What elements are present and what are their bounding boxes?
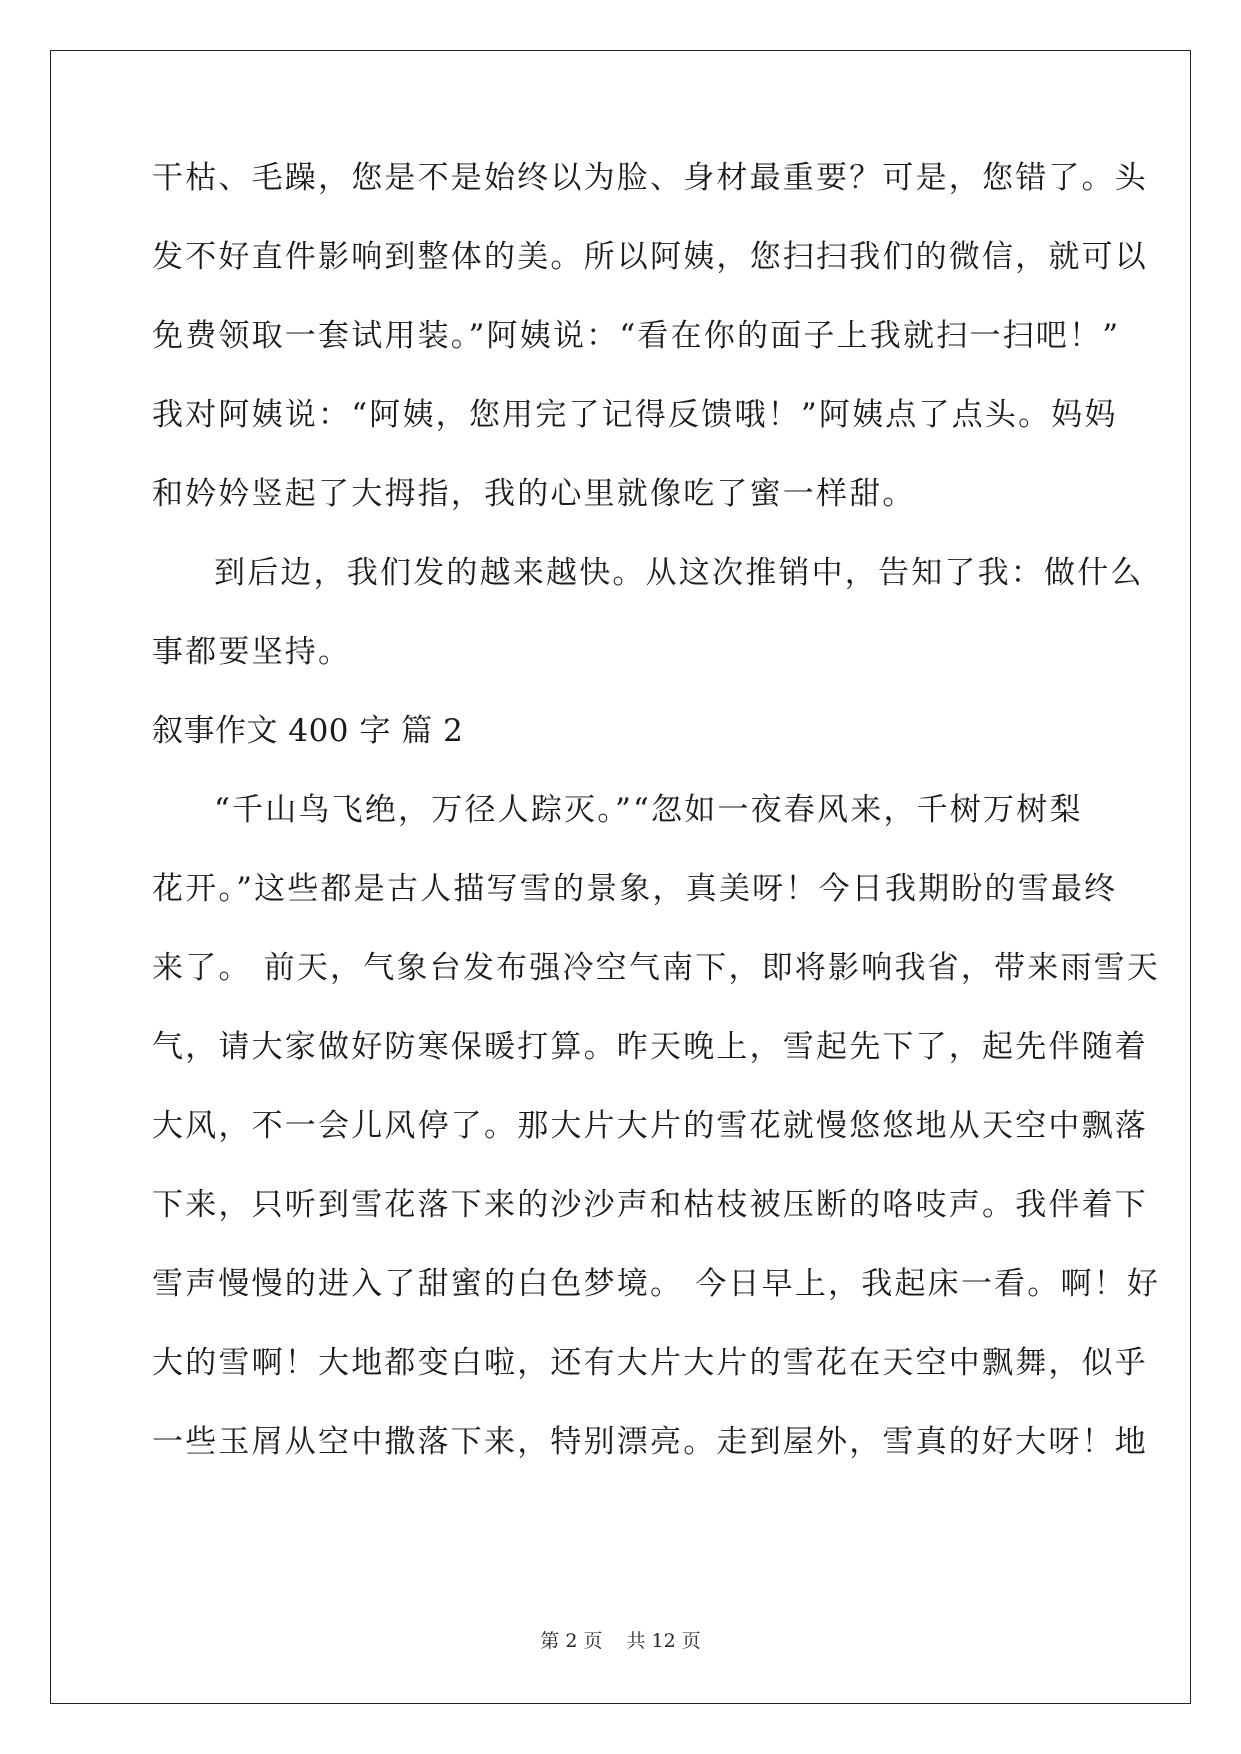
text-line: 雪声慢慢的进入了甜蜜的白色梦境。 今日早上，我起床一看。啊！好 xyxy=(152,1266,1161,1302)
text-line: 事都要坚持。 xyxy=(152,634,352,670)
document-body xyxy=(152,158,1161,1501)
paragraph-start-line: 到后边，我们发的越来越快。从这次推销中，告知了我：做什么 xyxy=(214,555,1144,591)
text-line: 下来，只听到雪花落下来的沙沙声和枯枝被压断的咯吱声。我伴着下 xyxy=(152,1187,1148,1223)
page-count: 共 12 页 xyxy=(626,1630,701,1652)
text-line: 来了。 前天，气象台发布强冷空气南下，即将影响我省，带来雨雪天 xyxy=(152,950,1161,986)
text-line: 我对阿姨说：“阿姨，您用完了记得反馈哦！”阿姨点了点头。妈妈 xyxy=(152,397,1118,433)
page-footer xyxy=(0,1626,1241,1653)
text-line: 和妗妗竖起了大拇指，我的心里就像吃了蜜一样甜。 xyxy=(152,476,916,512)
paragraph-start-line: “千山鸟飞绝，万径人踪灭。”“忽如一夜春风来，千树万树梨 xyxy=(214,792,1083,828)
text-line: 气，请大家做好防寒保暖打算。昨天晚上，雪起先下了，起先伴随着 xyxy=(152,1029,1148,1065)
text-line: 免费领取一套试用装。”阿姨说：“看在你的面子上我就扫一扫吧！” xyxy=(152,318,1121,354)
text-line: 大风，不一会儿风停了。那大片大片的雪花就慢悠悠地从天空中飘落 xyxy=(152,1108,1148,1144)
text-line: 一些玉屑从空中撒落下来，特别漂亮。走到屋外，雪真的好大呀！地 xyxy=(152,1424,1148,1460)
text-line: 干枯、毛躁，您是不是始终以为脸、身材最重要？可是，您错了。头 xyxy=(152,160,1148,196)
text-line: 大的雪啊！大地都变白啦，还有大片大片的雪花在天空中飘舞，似乎 xyxy=(152,1345,1148,1381)
text-line: 发不好直件影响到整体的美。所以阿姨，您扫扫我们的微信，就可以 xyxy=(152,239,1148,275)
text-line: 花开。”这些都是古人描写雪的景象，真美呀！今日我期盼的雪最终 xyxy=(152,871,1118,907)
page-number: 第 2 页 xyxy=(540,1630,603,1652)
section-heading: 叙事作文 400 字 篇 2 xyxy=(152,713,464,749)
